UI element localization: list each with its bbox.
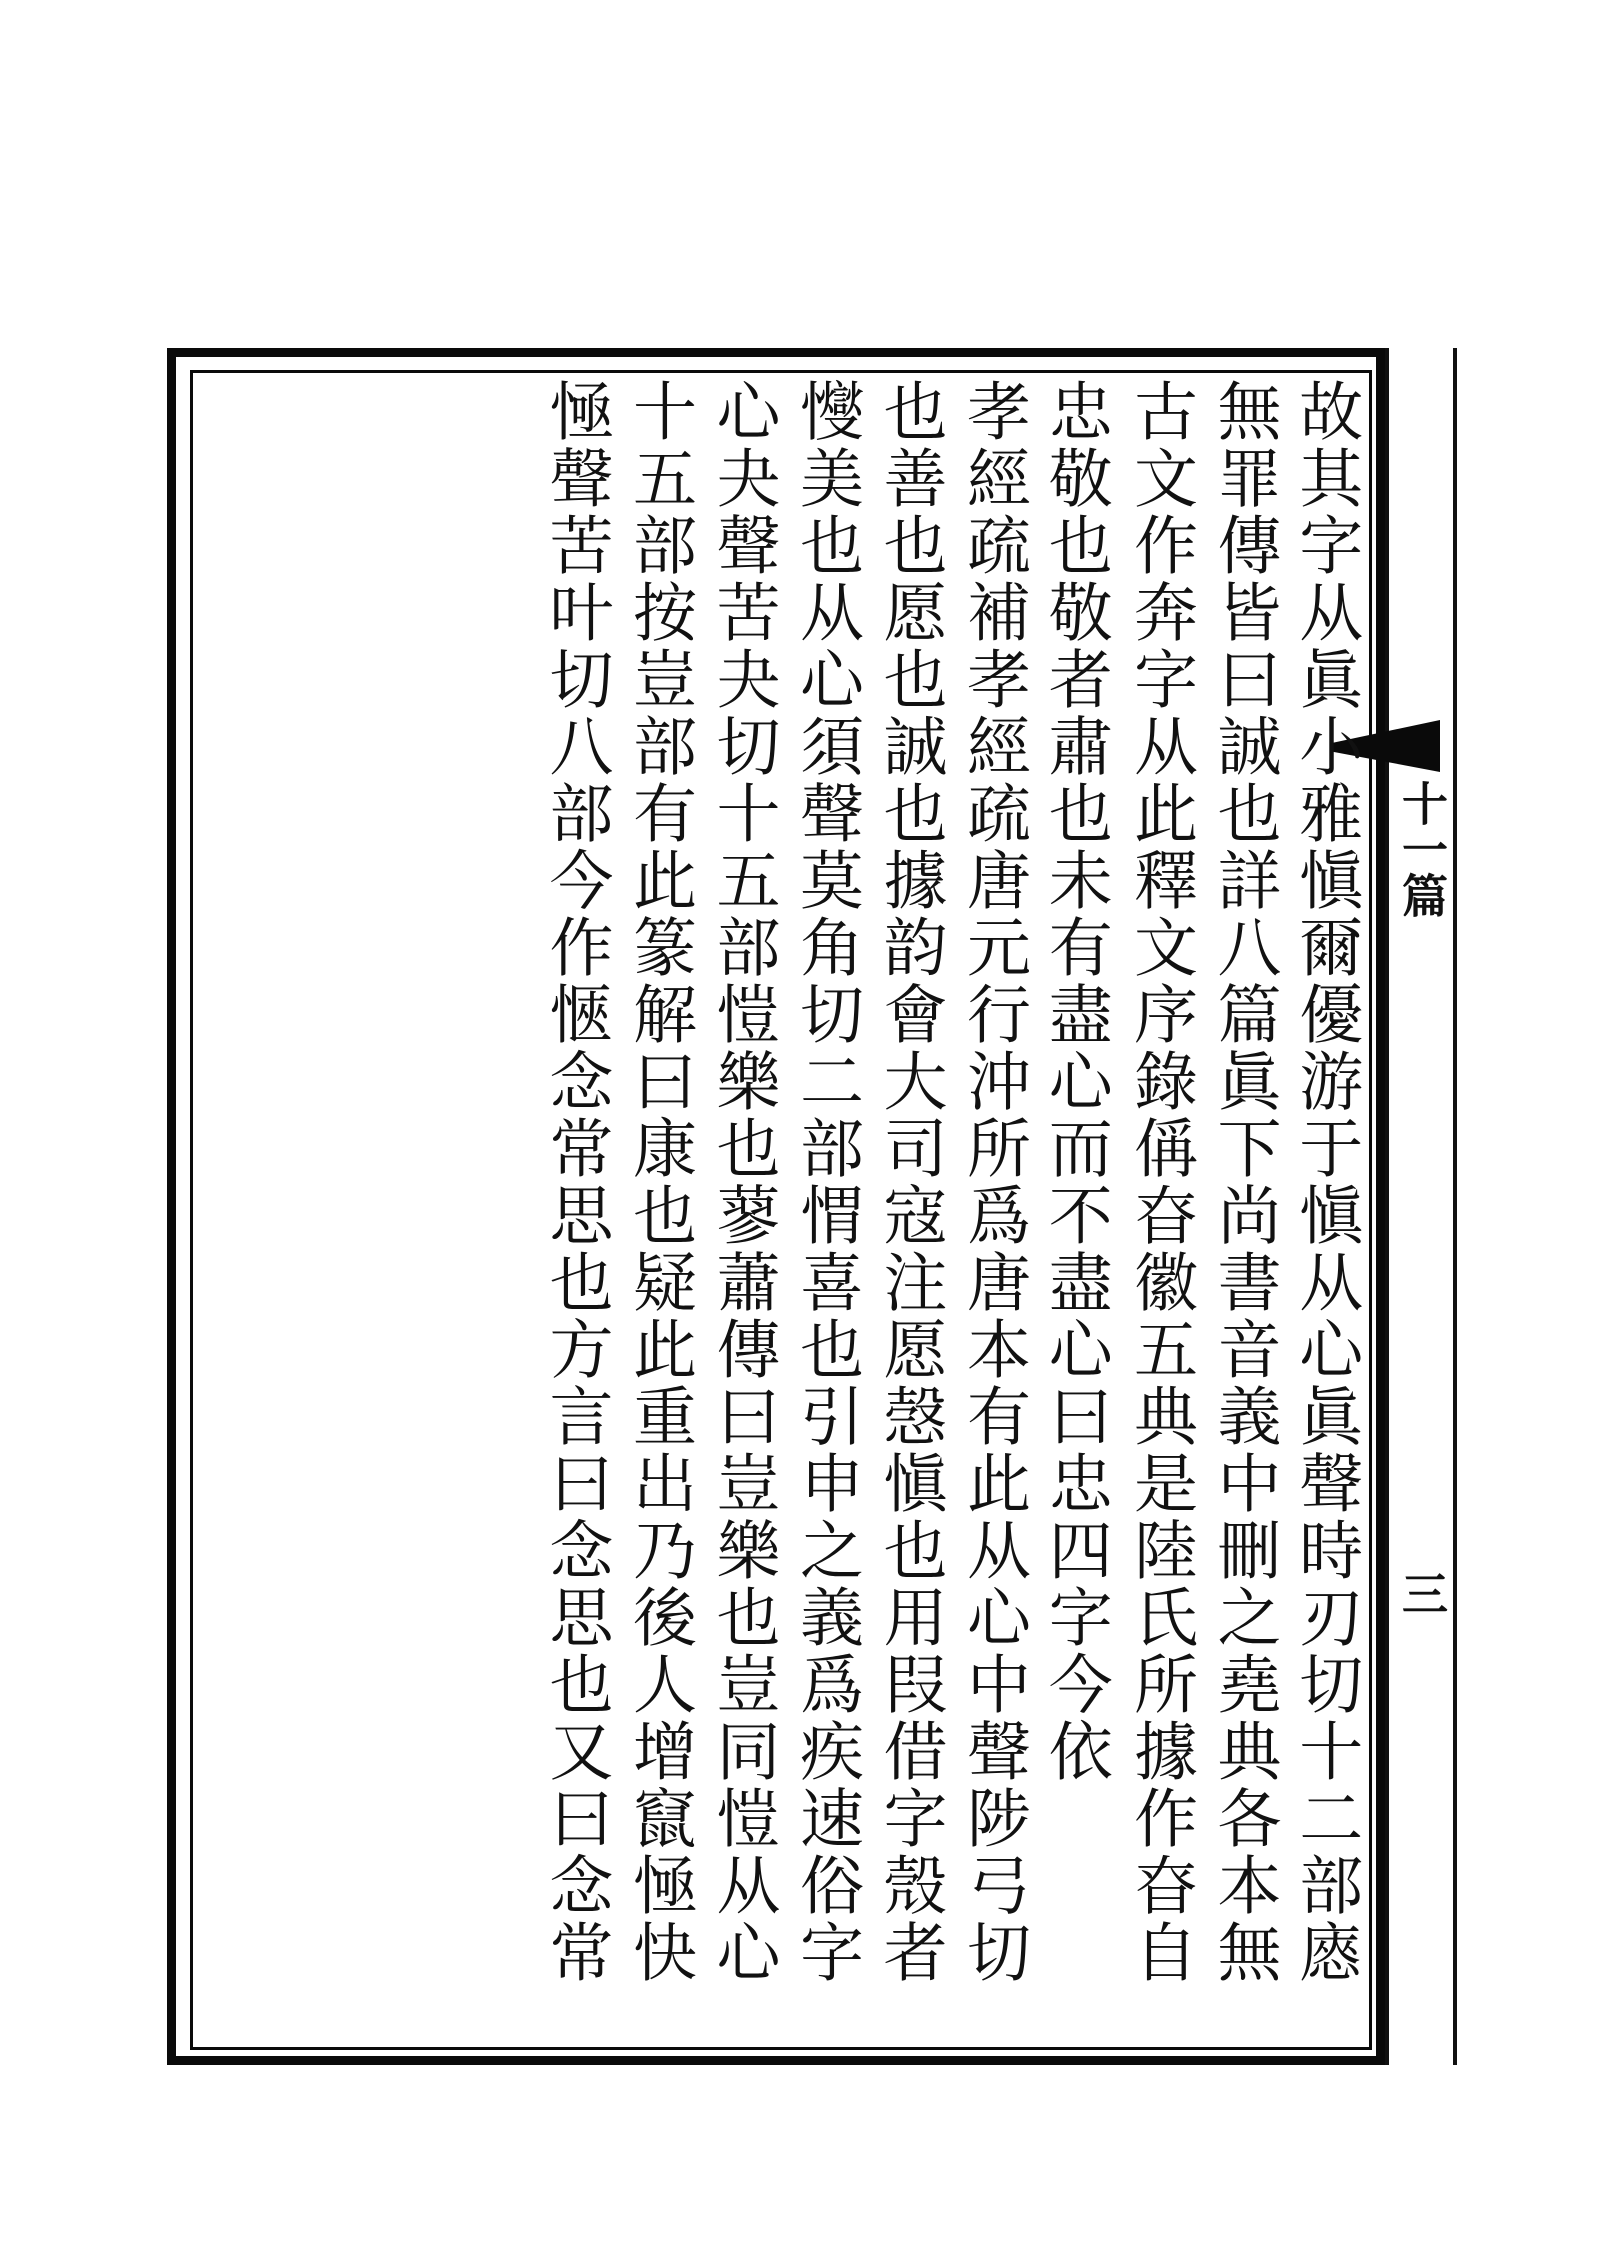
text-column-9 <box>616 378 700 2043</box>
column-text: 無罪傳皆曰誠也詳八篇眞下尚書音義中刪之堯典各本無 <box>1206 378 1281 1986</box>
text-column-8 <box>699 378 783 2043</box>
text-column-5 <box>950 378 1034 2043</box>
column-text: 也善也愿也誠也據韵會大司寇注愿愨愼也用叚借字殼者 <box>872 378 947 1986</box>
text-column-10 <box>532 378 616 2043</box>
text-column-6 <box>866 378 950 2043</box>
text-column-2 <box>1200 378 1284 2043</box>
text-column-1 <box>1284 378 1368 2043</box>
volume-label: 十一篇 <box>1395 780 1449 918</box>
column-text: 心夬聲苦夬切十五部愷樂也蓼蕭傳曰豈樂也豈同愷从心 <box>705 378 780 1986</box>
text-columns <box>197 378 1367 2043</box>
margin-rule-left <box>1385 348 1389 2065</box>
page-number: 三 <box>1395 1570 1449 1616</box>
column-text: 十五部按豈部有此篆解曰康也疑此重出乃後人增竄㥛快 <box>622 378 696 1986</box>
text-column-7 <box>783 378 867 2043</box>
column-text: 古文作奔字从此釋文序錄偁昚徽五典是陸氏所據作昚自 <box>1123 378 1197 1986</box>
column-text: 孝經疏補孝經疏唐元行沖所爲唐本有此从心中聲陟弓切 <box>956 378 1030 1986</box>
column-text: 故其字从眞小雅愼爾優游于愼从心眞聲時刃切十二部㥷 <box>1288 378 1363 1986</box>
column-text: 㦪美也从心須聲莫角切二部㥜喜也引申之義爲疾速俗字 <box>789 378 863 1986</box>
text-column-3 <box>1117 378 1201 2043</box>
column-text: 㥛聲苦叶切八部今作愜念常思也方言曰念思也又曰念常 <box>538 378 613 1986</box>
column-text: 忠敬也敬者肅也未有盡心而不盡心曰忠四字今依 <box>1037 378 1112 1785</box>
margin-rule-right <box>1453 348 1457 2065</box>
text-column-4 <box>1033 378 1117 2043</box>
